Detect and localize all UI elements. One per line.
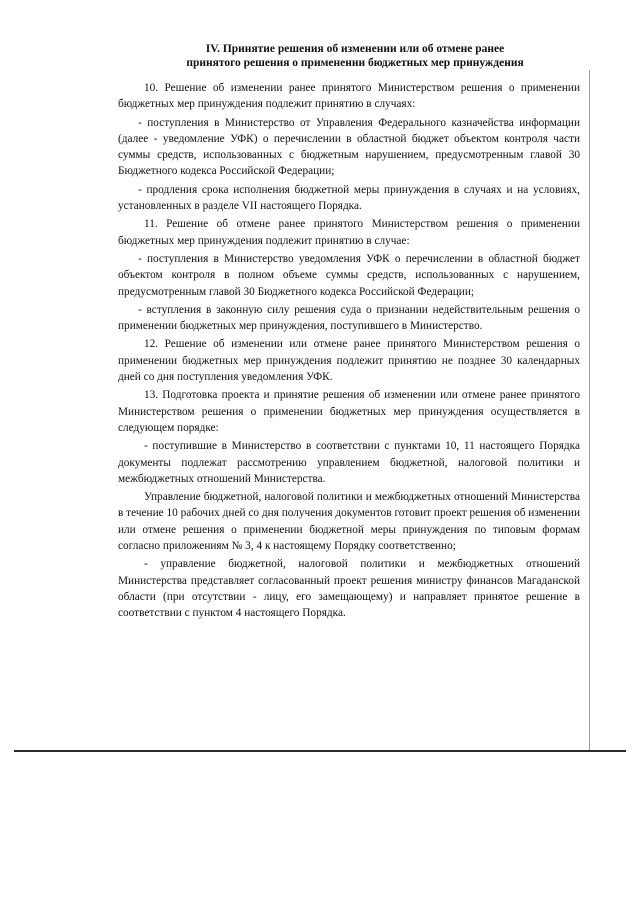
paragraph-12: 12. Решение об изменении или отмене ранее принятого Министерством решения о применении бюджетных мер принуждения подлежит принятию не позднее 30 календарных дней со дня поступления уведомления УФК. <box>118 338 580 384</box>
paragraph-10: 10. Решение об изменении ранее принятого Министерством решения о применении бюджетных мер принуждения подлежит принятию в случаях: <box>118 82 580 111</box>
paragraph-10-item-1: - поступления в Министерство от Управления Федерального казначейства информации (далее - уведомление УФК) о перечислении в областной бюджет объектом контроля части суммы средств, использованных с бюджетным нарушением, предусмотренным главой 30 Бюджетного кодекса Российской Федерации; <box>118 116 580 178</box>
paragraph-13-item-1: - поступившие в Министерство в соответствии с пунктами 10, 11 настоящего Порядка документы подлежат рассмотрению управлением бюджетной, налоговой политики и межбюджетных отношений Министерства. <box>118 440 580 485</box>
scan-edge-line <box>589 70 590 750</box>
section-heading-line-1: IV. Принятие решения об изменении или об отмене ранее <box>205 43 505 55</box>
paragraph-11-item-2: - вступления в законную силу решения суда о признании недействительным решения о применении бюджетных мер принуждения, поступившего в Министерство. <box>118 303 580 333</box>
document-body <box>118 80 580 624</box>
paragraph-10-item-2: - продления срока исполнения бюджетной меры принуждения в случаях и на условиях, установленных в разделе VII настоящего Порядка. <box>118 183 580 213</box>
paragraph-11: 11. Решение об отмене ранее принятого Министерством решения о применении бюджетных мер принуждения подлежит принятию в случае: <box>118 218 580 247</box>
section-heading <box>120 42 590 70</box>
paragraph-13-management: Управление бюджетной, налоговой политики и межбюджетных отношений Министерства в течение 10 рабочих дней со дня получения документов готовит проект решения об изменении или отмене решения о применении бюджетной меры принуждения по типовым формам согласно приложениям № 3, 4 к настоящему Порядку соответственно; <box>118 491 580 553</box>
section-heading-line-2: принятого решения о применении бюджетных мер принуждения <box>186 57 524 69</box>
paragraph-13: 13. Подготовка проекта и принятие решения об изменении или отмене ранее принятого Министерством решения о применении бюджетных мер принуждения осуществляется в следующем порядке: <box>118 389 580 434</box>
paragraph-11-item-1: - поступления в Министерство уведомления УФК о перечислении в областной бюджет объектом контроля в полном объеме суммы средств, использованных с нарушением, предусмотренным главой 30 Бюджетного кодекса Российской Федерации; <box>118 252 580 298</box>
paragraph-13-item-2: - управление бюджетной, налоговой политики и межбюджетных отношений Министерства представляет согласованный проект решения министру финансов Магаданской области (при отсутствии - лицу, его замещающему) и направляет принятое решение в соответствии с пунктом 4 настоящего Порядка. <box>118 558 580 620</box>
scan-bottom-line <box>14 750 626 752</box>
